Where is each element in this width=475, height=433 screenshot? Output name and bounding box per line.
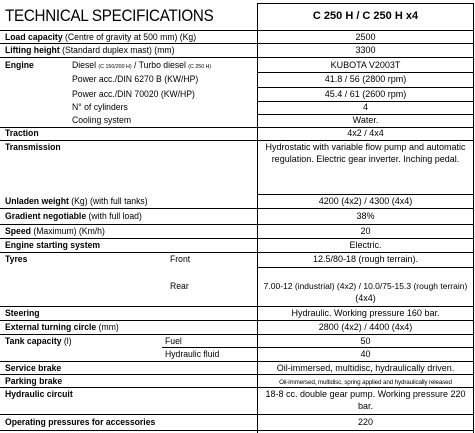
engine-diesel-value: KUBOTA V2003T [330, 60, 401, 70]
tank-fuel-value: 50 [360, 336, 371, 346]
traction-label: Traction [5, 128, 39, 138]
row-rule [162, 347, 474, 348]
turning-circle-value: 2800 (4x2) / 4400 (4x4) [318, 322, 413, 332]
power-6270-value: 41.8 / 56 (2800 rpm) [324, 74, 407, 84]
unladen-weight-label: Unladen weight (Kg) (with full tanks) [5, 196, 148, 206]
tank-hydraulic-label: Hydraulic fluid [165, 349, 220, 359]
model-heading: C 250 H / C 250 H x4 [312, 10, 419, 22]
steering-label: Steering [5, 308, 40, 318]
speed-value: 20 [360, 226, 371, 236]
power-6270-label: Power acc./DIN 6270 B (KW/HP) [72, 74, 199, 84]
row-rule [257, 72, 474, 73]
row-rule [0, 306, 474, 307]
engine-diesel-label: Diesel (C 150/200 H) / Turbo diesel (C 250 H) [72, 60, 212, 70]
page-title: TECHNICAL SPECIFICATIONS [5, 7, 214, 25]
hydraulic-circuit-label: Hydraulic circuit [5, 389, 73, 399]
load-capacity-value: 2500 [355, 32, 376, 42]
tank-capacity-label: Tank capacity (l) [5, 336, 72, 346]
transmission-value-line2: regulation. Electric gear inverter. Inching pedal. [271, 154, 460, 164]
row-rule [257, 87, 474, 88]
engine-starting-label: Engine starting system [5, 240, 101, 250]
tank-fuel-label: Fuel [165, 336, 182, 346]
cooling-label: Cooling system [72, 115, 132, 125]
unladen-weight-value: 4200 (4x2) / 4300 (4x4) [318, 196, 413, 206]
parking-brake-value: Oil-immersed, multidisc, spring applied and hydraulically released [279, 379, 452, 386]
header-rule [0, 30, 474, 31]
operating-pressures-value: 220 [357, 417, 374, 427]
tyres-rear-value-line1: 7.00-12 (industrial) (4x2) / 10.0/75-15.3 (rough terrain) [263, 281, 468, 291]
cooling-value: Water. [352, 115, 379, 125]
row-rule [0, 334, 474, 335]
traction-value: 4x2 / 4x4 [347, 128, 384, 138]
row-rule [257, 267, 474, 268]
power-70020-label: Power acc./DIN 70020 (KW/HP) [72, 89, 195, 99]
row-rule [0, 43, 474, 44]
parking-brake-label: Parking brake [5, 376, 63, 386]
row-rule [0, 224, 474, 225]
tank-hydraulic-value: 40 [360, 349, 371, 359]
transmission-value-line1: Hydrostatic with variable flow pump and automatic [265, 142, 466, 152]
service-brake-label: Service brake [5, 363, 62, 373]
lifting-height-label: Lifting height (Standard duplex mast) (mm) [5, 45, 175, 55]
lifting-height-value: 3300 [355, 45, 376, 55]
row-rule [0, 374, 474, 375]
row-rule [0, 57, 474, 58]
top-border [257, 3, 474, 4]
operating-pressures-label: Operating pressures for accessories [5, 417, 156, 427]
engine-starting-value: Electric. [349, 240, 382, 250]
row-rule [0, 208, 474, 209]
service-brake-value: Oil-immersed, multidisc, hydraulically driven. [276, 363, 455, 373]
speed-label: Speed (Maximum) (Km/h) [5, 226, 105, 236]
tyres-rear-value-line2: (4x4) [355, 293, 376, 303]
tyres-rear-label: Rear [170, 281, 189, 291]
row-rule [257, 194, 474, 195]
row-rule [0, 238, 474, 239]
row-rule [0, 140, 474, 141]
gradient-value: 38% [356, 211, 375, 221]
load-capacity-label: Load capacity (Centre of gravity at 500 mm) (Kg) [5, 32, 197, 42]
power-70020-value: 45.4 / 61 (2600 rpm) [324, 89, 407, 99]
gradient-label: Gradient negotiable (with full load) [5, 211, 142, 221]
tyres-front-label: Front [170, 254, 191, 264]
bottom-rule [0, 430, 474, 431]
turning-circle-label: External turning circle (mm) [5, 322, 119, 332]
tyres-front-value: 12.5/80-18 (rough terrain). [312, 254, 419, 264]
row-rule [0, 320, 474, 321]
right-border [473, 3, 474, 433]
steering-value: Hydraulic. Working pressure 160 bar. [291, 308, 440, 318]
tyres-label: Tyres [5, 254, 28, 264]
cylinders-value: 4 [362, 102, 368, 112]
hydraulic-circuit-value-line1: 18-8 cc. double gear pump. Working pressure 220 [265, 389, 466, 399]
engine-label: Engine [5, 60, 34, 70]
row-rule [0, 361, 474, 362]
row-rule [0, 252, 474, 253]
row-rule [0, 414, 474, 415]
transmission-label: Transmission [5, 142, 61, 152]
cylinders-label: N° of cylinders [72, 102, 128, 112]
hydraulic-circuit-value-line2: bar. [357, 401, 373, 411]
